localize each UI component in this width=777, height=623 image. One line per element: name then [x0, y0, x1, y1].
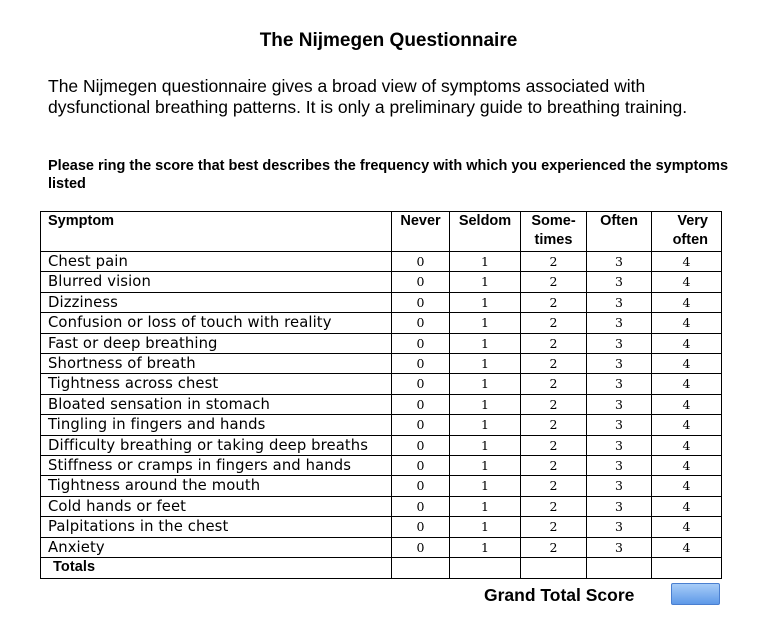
score-very-often[interactable]: 4 — [652, 252, 722, 272]
score-never[interactable]: 0 — [392, 394, 450, 414]
score-seldom[interactable]: 1 — [450, 415, 521, 435]
symptom-label: Cold hands or feet — [41, 496, 392, 516]
symptom-label: Anxiety — [41, 537, 392, 557]
table-header-row — [41, 212, 722, 252]
intro-paragraph: The Nijmegen questionnaire gives a broad view of symptoms associated with dysfunctional breathing patterns. It is only a preliminary guide to breathing training. — [48, 76, 688, 117]
score-very-often[interactable]: 4 — [652, 313, 722, 333]
score-often[interactable]: 3 — [587, 354, 652, 374]
score-never[interactable]: 0 — [392, 456, 450, 476]
score-never[interactable]: 0 — [392, 252, 450, 272]
symptom-label: Confusion or loss of touch with reality — [41, 313, 392, 333]
score-very-often[interactable]: 4 — [652, 517, 722, 537]
header-symptom: Symptom — [41, 212, 392, 252]
header-seldom: Seldom — [450, 212, 521, 252]
score-seldom[interactable]: 1 — [450, 496, 521, 516]
score-very-often[interactable]: 4 — [652, 333, 722, 353]
score-seldom[interactable]: 1 — [450, 456, 521, 476]
symptom-label: Chest pain — [41, 252, 392, 272]
page-title: The Nijmegen Questionnaire — [259, 30, 518, 51]
score-often[interactable]: 3 — [587, 252, 652, 272]
score-never[interactable]: 0 — [392, 415, 450, 435]
score-sometimes[interactable]: 2 — [521, 272, 587, 292]
table-row — [41, 354, 722, 374]
table-row — [41, 313, 722, 333]
score-often[interactable]: 3 — [587, 333, 652, 353]
score-often[interactable]: 3 — [587, 272, 652, 292]
grand-total-label: Grand Total Score — [484, 585, 635, 605]
table-row — [41, 394, 722, 414]
score-very-often[interactable]: 4 — [652, 354, 722, 374]
score-often[interactable]: 3 — [587, 435, 652, 455]
score-very-often[interactable]: 4 — [652, 415, 722, 435]
score-very-often[interactable]: 4 — [652, 394, 722, 414]
score-seldom[interactable]: 1 — [450, 333, 521, 353]
score-often[interactable]: 3 — [587, 292, 652, 312]
symptom-label: Palpitations in the chest — [41, 517, 392, 537]
score-very-often[interactable]: 4 — [652, 374, 722, 394]
table-row — [41, 333, 722, 353]
score-often[interactable]: 3 — [587, 456, 652, 476]
total-never-cell[interactable] — [392, 558, 450, 579]
score-very-often[interactable]: 4 — [652, 456, 722, 476]
score-very-often[interactable]: 4 — [652, 537, 722, 557]
table-row — [41, 272, 722, 292]
score-sometimes[interactable]: 2 — [521, 456, 587, 476]
table-row — [41, 496, 722, 516]
score-sometimes[interactable]: 2 — [521, 517, 587, 537]
score-sometimes[interactable]: 2 — [521, 252, 587, 272]
header-very-often: Very often — [652, 212, 722, 252]
score-often[interactable]: 3 — [587, 517, 652, 537]
score-seldom[interactable]: 1 — [450, 272, 521, 292]
symptom-label: Bloated sensation in stomach — [41, 394, 392, 414]
table-row — [41, 537, 722, 557]
score-never[interactable]: 0 — [392, 435, 450, 455]
score-seldom[interactable]: 1 — [450, 354, 521, 374]
score-often[interactable]: 3 — [587, 415, 652, 435]
score-sometimes[interactable]: 2 — [521, 374, 587, 394]
table-row — [41, 435, 722, 455]
totals-label: Totals — [41, 558, 392, 579]
table-row — [41, 252, 722, 272]
score-often[interactable]: 3 — [587, 313, 652, 333]
symptom-rows — [41, 252, 722, 579]
score-never[interactable]: 0 — [392, 333, 450, 353]
score-never[interactable]: 0 — [392, 313, 450, 333]
table-row — [41, 476, 722, 496]
instruction-text: Please ring the score that best describes the frequency with which you experienced the symptoms listed — [48, 158, 729, 192]
symptom-label: Dizziness — [41, 292, 392, 312]
score-seldom[interactable]: 1 — [450, 292, 521, 312]
score-never[interactable]: 0 — [392, 517, 450, 537]
table-row — [41, 292, 722, 312]
score-seldom[interactable]: 1 — [450, 313, 521, 333]
score-never[interactable]: 0 — [392, 272, 450, 292]
score-seldom[interactable]: 1 — [450, 435, 521, 455]
header-often: Often — [587, 212, 652, 252]
score-never[interactable]: 0 — [392, 537, 450, 557]
score-sometimes[interactable]: 2 — [521, 292, 587, 312]
score-seldom[interactable]: 1 — [450, 374, 521, 394]
score-sometimes[interactable]: 2 — [521, 333, 587, 353]
score-sometimes[interactable]: 2 — [521, 435, 587, 455]
header-never: Never — [392, 212, 450, 252]
symptom-table — [40, 211, 722, 579]
score-sometimes[interactable]: 2 — [521, 415, 587, 435]
score-never[interactable]: 0 — [392, 374, 450, 394]
symptom-label: Difficulty breathing or taking deep breaths — [41, 435, 392, 455]
score-seldom[interactable]: 1 — [450, 476, 521, 496]
score-sometimes[interactable]: 2 — [521, 313, 587, 333]
symptom-label: Fast or deep breathing — [41, 333, 392, 353]
score-never[interactable]: 0 — [392, 292, 450, 312]
score-often[interactable]: 3 — [587, 374, 652, 394]
grand-total-field[interactable] — [671, 583, 720, 605]
symptom-label: Stiffness or cramps in fingers and hands — [41, 456, 392, 476]
total-often-cell[interactable] — [587, 558, 652, 579]
score-sometimes[interactable]: 2 — [521, 496, 587, 516]
score-very-often[interactable]: 4 — [652, 292, 722, 312]
symptom-label: Tightness across chest — [41, 374, 392, 394]
score-often[interactable]: 3 — [587, 496, 652, 516]
totals-row — [41, 558, 722, 579]
score-sometimes[interactable]: 2 — [521, 394, 587, 414]
score-often[interactable]: 3 — [587, 537, 652, 557]
score-seldom[interactable]: 1 — [450, 394, 521, 414]
score-sometimes[interactable]: 2 — [521, 354, 587, 374]
table-row — [41, 517, 722, 537]
score-sometimes[interactable]: 2 — [521, 476, 587, 496]
score-never[interactable]: 0 — [392, 354, 450, 374]
score-sometimes[interactable]: 2 — [521, 537, 587, 557]
score-never[interactable]: 0 — [392, 476, 450, 496]
score-very-often[interactable]: 4 — [652, 496, 722, 516]
symptom-label: Shortness of breath — [41, 354, 392, 374]
symptom-label: Tingling in fingers and hands — [41, 415, 392, 435]
score-often[interactable]: 3 — [587, 476, 652, 496]
total-very-often-cell[interactable] — [652, 558, 722, 579]
score-seldom[interactable]: 1 — [450, 252, 521, 272]
symptom-label: Blurred vision — [41, 272, 392, 292]
score-very-often[interactable]: 4 — [652, 435, 722, 455]
header-sometimes: Some- times — [521, 212, 587, 252]
table-row — [41, 456, 722, 476]
score-seldom[interactable]: 1 — [450, 537, 521, 557]
table-row — [41, 374, 722, 394]
score-never[interactable]: 0 — [392, 496, 450, 516]
score-very-often[interactable]: 4 — [652, 476, 722, 496]
symptom-label: Tightness around the mouth — [41, 476, 392, 496]
score-very-often[interactable]: 4 — [652, 272, 722, 292]
table-row — [41, 415, 722, 435]
total-seldom-cell[interactable] — [450, 558, 521, 579]
score-seldom[interactable]: 1 — [450, 517, 521, 537]
total-sometimes-cell[interactable] — [521, 558, 587, 579]
score-often[interactable]: 3 — [587, 394, 652, 414]
